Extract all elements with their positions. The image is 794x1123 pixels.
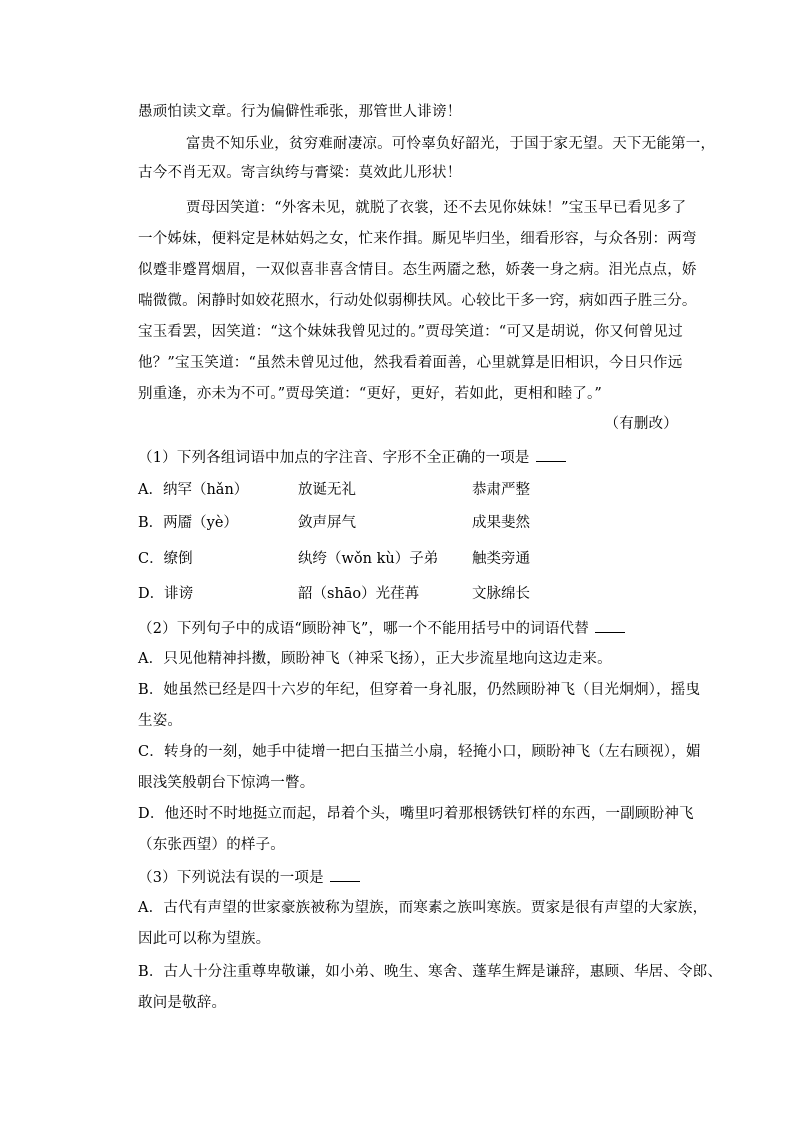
q2-option-line: 生姿。: [138, 713, 183, 729]
answer-blank: [330, 867, 360, 882]
q1-option-b-word3: 成果斐然: [472, 515, 530, 531]
passage-line: 愚顽怕读文章。行为偏僻性乖张，那管世人诽谤！: [138, 104, 462, 120]
answer-blank: [595, 618, 625, 633]
q1-option-b: B．两靥（yè）: [138, 515, 238, 531]
question-1-stem: [138, 447, 678, 468]
answer-blank: [536, 447, 566, 462]
question-3-text: （3）下列说法有误的一项是: [138, 870, 324, 886]
passage-line: 似蹙非蹙罥烟眉，一双似喜非喜含情目。态生两靥之愁，娇袭一身之病。泪光点点，娇: [138, 262, 697, 278]
q3-option-line: 敢问是敬辞。: [138, 995, 227, 1011]
q1-option-a-word2: 放诞无礼: [298, 482, 356, 498]
question-2-stem: [138, 618, 678, 639]
q1-option-d-word3: 文脉绵长: [472, 586, 530, 602]
passage-line: 宝玉看罢，因笑道：“这个妹妹我曾见过的。”贾母笑道：“可又是胡说，你又何曾见过: [138, 324, 683, 340]
passage-line: 喘微微。闲静时如姣花照水，行动处似弱柳扶风。心较比干多一窍，病如西子胜三分。: [138, 293, 697, 309]
source-note: （有删改）: [604, 416, 678, 432]
question-1-text: （1）下列各组词语中加点的字注音、字形不全正确的一项是: [138, 450, 530, 466]
q1-option-c: C．缭倒: [138, 551, 193, 567]
q2-option-line: 眼浅笑般朝台下惊鸿一瞥。: [138, 775, 315, 791]
q3-option-line: B．古人十分注重尊卑敬谦，如小弟、晚生、寒舍、蓬荜生辉是谦辞，惠顾、华居、令郎、: [138, 964, 723, 980]
q2-option-line: D．他还时不时地挺立而起，昂着个头，嘴里叼着那根锈铁钉样的东西，一副顾盼神飞: [138, 806, 694, 822]
q2-option-line: A．只见他精神抖擞，顾盼神飞（神采飞扬），正大步流星地向这边走来。: [138, 651, 612, 667]
q1-option-c-word2: 纨绔（wǒn kù）子弟: [298, 551, 439, 567]
q3-option-line: 因此可以称为望族。: [138, 931, 271, 947]
passage-line: 贾母因笑道：“外客未见，就脱了衣裳，还不去见你妹妹！”宝玉早已看见多了: [186, 200, 687, 216]
question-2-text: （2）下列句子中的成语“顾盼神飞”，哪一个不能用括号中的词语代替: [138, 621, 589, 637]
question-3-stem: [138, 867, 678, 888]
q2-option-line: C．转身的一刻，她手中徒增一把白玉描兰小扇，轻掩小口，顾盼神飞（左右顾视），媚: [138, 744, 701, 760]
q1-option-d: D．诽谤: [138, 586, 194, 602]
passage-line: 别重逢，亦未为不可。”贾母笑道：“更好，更好，若如此，更相和睦了。”: [138, 386, 603, 402]
q2-option-line: （东张西望）的样子。: [138, 837, 285, 853]
q1-option-d-word2: 韶（shāo）光荏苒: [298, 586, 420, 602]
passage-line: 他？”宝玉笑道：“虽然未曾见过他，然我看着面善，心里就算是旧相识，今日只作远: [138, 355, 683, 371]
q1-option-b-word2: 敛声屏气: [298, 515, 356, 531]
q1-option-a-word3: 恭肃严整: [472, 482, 530, 498]
passage-line: 一个姊妹，便料定是林姑妈之女，忙来作揖。厮见毕归坐，细看形容，与众各别：两弯: [138, 231, 697, 247]
q1-option-a: A．纳罕（hǎn）: [138, 482, 249, 498]
passage-line: 古今不肖无双。寄言纨绔与膏粱：莫效此儿形状！: [138, 165, 462, 181]
passage-line: 富贵不知乐业，贫穷难耐凄凉。可怜辜负好韶光，于国于家无望。天下无能第一，: [186, 136, 716, 152]
q3-option-line: A．古代有声望的世家豪族被称为望族，而寒素之族叫寒族。贾家是很有声望的大家族，: [138, 900, 708, 916]
q1-option-c-word3: 触类旁通: [472, 551, 530, 567]
q2-option-line: B．她虽然已经是四十六岁的年纪，但穿着一身礼服，仍然顾盼神飞（目光炯炯），摇曳: [138, 682, 701, 698]
